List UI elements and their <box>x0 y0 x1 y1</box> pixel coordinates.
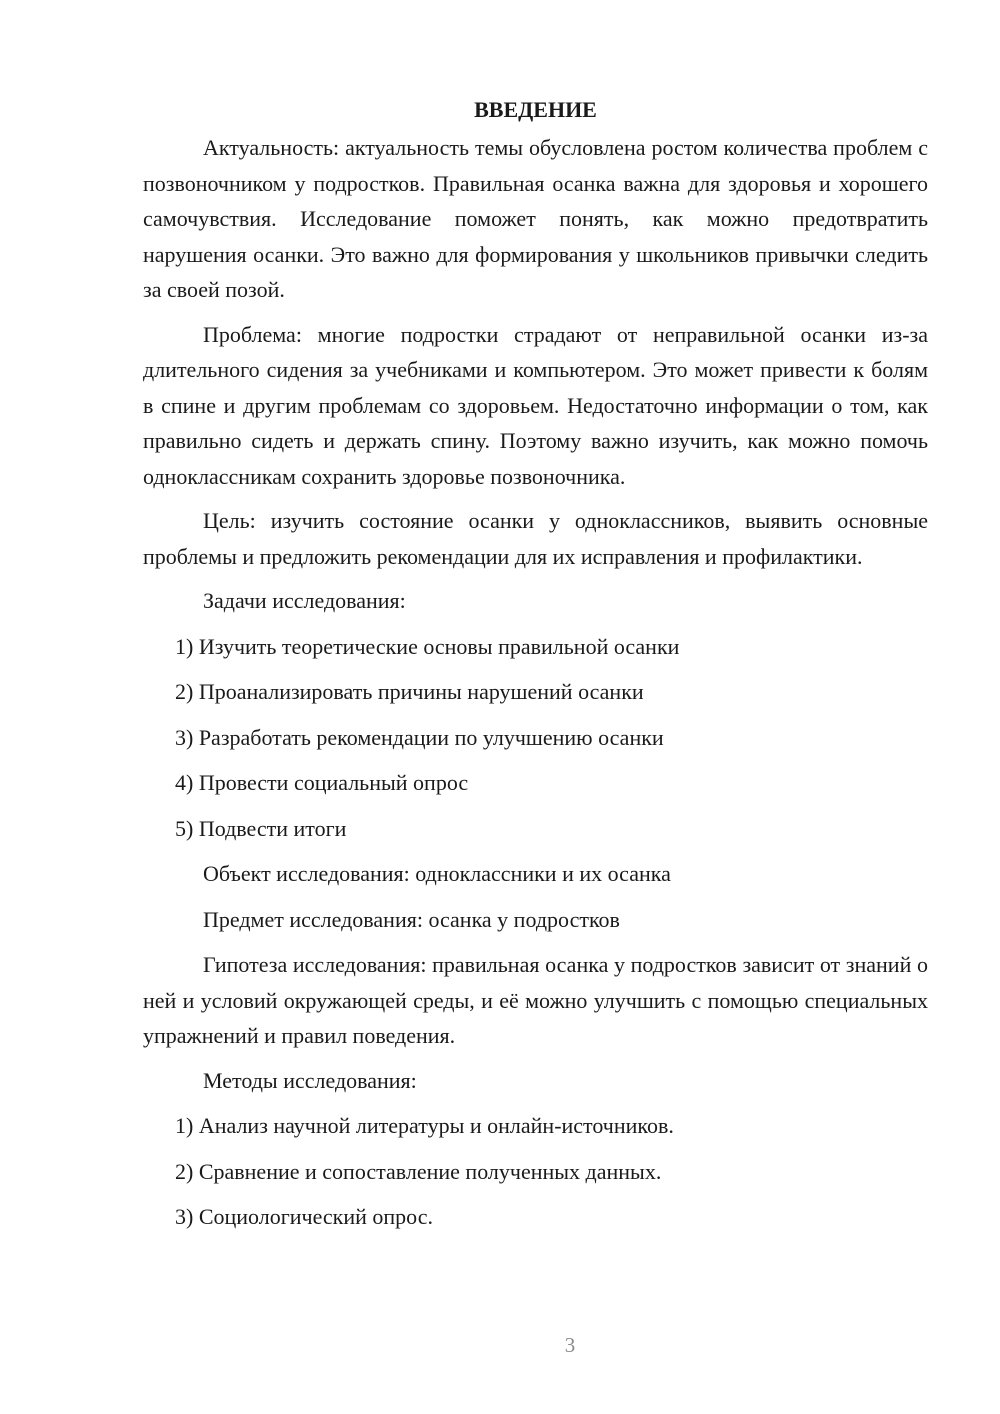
document-page <box>143 92 928 1245</box>
method-item: 1) Анализ научной литературы и онлайн-источников. <box>175 1113 674 1138</box>
subject-line: Предмет исследования: осанка у подростков <box>203 906 620 932</box>
methods-heading: Методы исследования: <box>203 1067 417 1093</box>
relevance-paragraph: Актуальность: актуальность темы обусловлена ростом количества проблем с позвоночником у подростков. Правильная осанка важна для здоровья и хорошего самочувствия. Исследование поможет понять, как можно предотвратить нарушения осанки. Это важно для формирования у школьников привычки следить за своей позой. <box>143 135 928 302</box>
page-number: 3 <box>564 1333 576 1357</box>
method-item: 3) Социологический опрос. <box>175 1204 433 1229</box>
task-item: 3) Разработать рекомендации по улучшению осанки <box>175 724 664 750</box>
problem-paragraph: Проблема: многие подростки страдают от неправильной осанки из-за длительного сидения за учебниками и компьютером. Это может привести к болям в спине и другим проблемам со здоровьем. Недостаточно информации о том, как правильно сидеть и держать спину. Поэтому важно изучить, как можно помочь одноклассникам сохранить здоровье позвоночника. <box>143 321 928 489</box>
method-item: 2) Сравнение и сопоставление полученных данных. <box>175 1158 662 1184</box>
task-item: 1) Изучить теоретические основы правильной осанки <box>175 633 680 659</box>
hypothesis-paragraph: Гипотеза исследования: правильная осанка у подростков зависит от знаний о ней и условий окружающей среды, и её можно улучшить с помощью специальных упражнений и правил поведения. <box>143 952 928 1048</box>
section-title: ВВЕДЕНИЕ <box>474 97 597 122</box>
task-item: 2) Проанализировать причины нарушений осанки <box>175 679 644 704</box>
task-item: 4) Провести социальный опрос <box>175 770 469 795</box>
tasks-heading: Задачи исследования: <box>203 588 406 613</box>
goal-paragraph: Цель: изучить состояние осанки у одноклассников, выявить основные проблемы и предложить рекомендации для их исправления и профилактики. <box>143 508 928 569</box>
task-item: 5) Подвести итоги <box>175 815 347 841</box>
object-line: Объект исследования: одноклассники и их осанка <box>203 861 671 886</box>
